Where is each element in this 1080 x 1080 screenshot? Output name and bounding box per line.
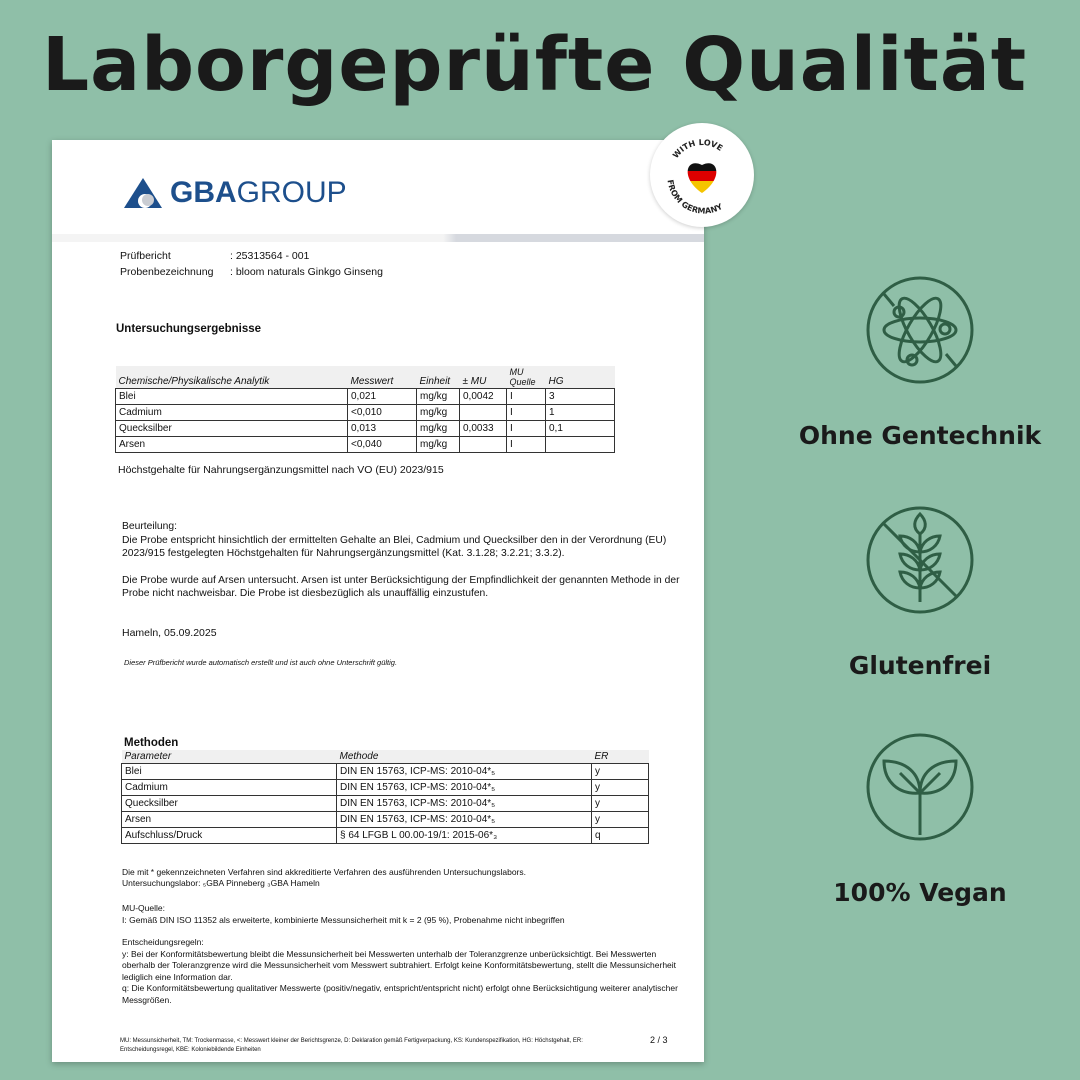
mu-cell: [460, 405, 507, 421]
method-cell: DIN EN 15763, ICP-MS: 2010-04*₅: [337, 796, 592, 812]
page-title: Laborgeprüfte Qualität: [42, 22, 1028, 108]
decision-rule-cell: y: [592, 764, 649, 780]
svg-text:WITH LOVE: WITH LOVE: [671, 137, 725, 161]
max-level-cell: 3: [546, 389, 615, 405]
table-row: [122, 780, 649, 796]
unit-cell: mg/kg: [417, 389, 460, 405]
table-row: [116, 405, 615, 421]
value-cell: <0,040: [348, 437, 417, 453]
parameter-cell: Arsen: [122, 812, 337, 828]
decision-rule-cell: y: [592, 796, 649, 812]
mu-source-cell: I: [507, 421, 546, 437]
unit-cell: mg/kg: [417, 421, 460, 437]
analyte-cell: Blei: [116, 389, 348, 405]
analyte-cell: Arsen: [116, 437, 348, 453]
max-level-cell: [546, 437, 615, 453]
decision-rule-cell: y: [592, 812, 649, 828]
page-number: 2 / 3: [650, 1035, 668, 1045]
value-cell: 0,013: [348, 421, 417, 437]
method-cell: § 64 LFGB L 00.00-19/1: 2015-06*₃: [337, 828, 592, 844]
assessment: Beurteilung: Die Probe entspricht hinsichtlich der ermittelten Gehalte an Blei, Cadmium und Quecksilber den in der Verordnung (EU) 2023/915 festgelegten Höchstgehalten für Nahrungsergänzungsmittel (Kat. 3.1.28; 3.2.21; 3.3.2). Die Probe wurde auf Arsen untersucht. Arsen ist unter Berücksichtigung der Empfindlichkeit der genannten Methode in der Probe nicht nachweisbar. Die Probe ist diesbezüglich als unauffällig einzustufen.: [122, 521, 680, 599]
header-band: [52, 234, 704, 242]
mu-source-cell: I: [507, 437, 546, 453]
results-note: Höchstgehalte für Nahrungsergänzungsmittel nach VO (EU) 2023/915: [118, 464, 444, 476]
auto-note: Dieser Prüfbericht wurde automatisch erstellt und ist auch ohne Unterschrift gültig.: [124, 658, 398, 667]
no-wheat-icon: [864, 504, 976, 616]
unit-cell: mg/kg: [417, 405, 460, 421]
mu-cell: 0,0042: [460, 389, 507, 405]
method-cell: DIN EN 15763, ICP-MS: 2010-04*₅: [337, 764, 592, 780]
mu-cell: 0,0033: [460, 421, 507, 437]
method-cell: DIN EN 15763, ICP-MS: 2010-04*₅: [337, 812, 592, 828]
parameter-cell: Aufschluss/Druck: [122, 828, 337, 844]
table-row: [122, 828, 649, 844]
legend-notes: MU-Quelle: I: Gemäß DIN ISO 11352 als erweiterte, kombinierte Messunsicherheit mit k = 2 (95 %), Probenahme nicht inbegriffen Entscheidungsregeln: y: Bei der Konformitätsbewertung bleibt die Messunsicherheit bei Messwerten unterhalb der Toleranzgrenze unberücksichtigt. Bei Messwerten oberhalb der Toleranzgrenze wird die Messunsicherheit vom Messwert subtrahiert. Erfolgt keine Konformitätsbewertung, stellt die Messunsicherheit lediglich eine Information dar. q: Die Konformitätsbewertung qualitativer Messwerte (positiv/negativ, entspricht/entspricht nicht) erfolgt ohne Berücksichtigung weiterer analytischer Messgrößen.: [122, 903, 678, 1005]
feature-vegan: 100% Vegan: [790, 731, 1050, 907]
mu-source-cell: I: [507, 405, 546, 421]
table-row: [116, 421, 615, 437]
table-row: [122, 764, 649, 780]
table-row: [116, 437, 615, 453]
feature-no-gmo: Ohne Gentechnik: [790, 274, 1050, 450]
results-table: Chemische/Physikalische Analytik Messwert Einheit ± MU MU Quelle HG Blei 0,021 mg/kg 0,0042 I 3 Cadmium <0,010 mg/kg I 1 Quecksilber 0,013 mg/kg 0,0033 I 0,1 Arsen <0,040 mg/kg I: [115, 366, 615, 453]
lab-report: [52, 140, 704, 1062]
parameter-cell: Cadmium: [122, 780, 337, 796]
footer-abbreviations: MU: Messunsicherheit, TM: Trockenmasse, <: Messwert kleiner der Berichtsgrenze, D: Deklaration gemäß Fertigverpackung, KS: Kundenspezifikation, HG: Höchstgehalt, ER: Entscheidungsregel, KBE: Koloniebildende Einheiten: [120, 1038, 583, 1053]
no-gmo-atom-icon: [864, 274, 976, 386]
max-level-cell: 0,1: [546, 421, 615, 437]
place-date: Hameln, 05.09.2025: [122, 627, 217, 639]
unit-cell: mg/kg: [417, 437, 460, 453]
methods-table: Parameter Methode ER Blei DIN EN 15763, ICP-MS: 2010-04*₅ y Cadmium DIN EN 15763, ICP-MS: 2010-04*₅ y Quecksilber DIN EN 15763, ICP-MS: 2010-04*₅ y Arsen DIN EN 15763, ICP-MS: 2010-04*₅ y Aufschluss/Druck § 64 LFGB L 00.00-19/1: 2015-06*₃ q: [121, 750, 649, 844]
vegan-leaf-icon: [864, 731, 976, 843]
german-flag-heart-icon: [680, 159, 724, 195]
parameter-cell: Quecksilber: [122, 796, 337, 812]
feature-gluten-free: Glutenfrei: [790, 504, 1050, 680]
table-row: [122, 812, 649, 828]
accreditation-note: Die mit * gekennzeichneten Verfahren sind akkreditierte Verfahren des ausführenden Untersuchungslabors. Untersuchungslabor: ₅GBA Pinneberg ₃GBA Hameln: [122, 867, 526, 888]
value-cell: 0,021: [348, 389, 417, 405]
report-meta: Prüfbericht : 25313564 - 001 Probenbezeichnung : bloom naturals Ginkgo Ginseng: [120, 250, 383, 278]
gba-logo-icon: [122, 176, 164, 210]
table-row: [122, 796, 649, 812]
mu-source-cell: I: [507, 389, 546, 405]
method-cell: DIN EN 15763, ICP-MS: 2010-04*₅: [337, 780, 592, 796]
analyte-cell: Cadmium: [116, 405, 348, 421]
value-cell: <0,010: [348, 405, 417, 421]
results-heading: Untersuchungsergebnisse: [116, 323, 262, 335]
gba-logo: GBA GROUP: [122, 176, 347, 210]
analyte-cell: Quecksilber: [116, 421, 348, 437]
table-row: [116, 389, 615, 405]
parameter-cell: Blei: [122, 764, 337, 780]
decision-rule-cell: y: [592, 780, 649, 796]
max-level-cell: 1: [546, 405, 615, 421]
made-in-germany-badge: [650, 123, 754, 227]
methods-heading: Methoden: [124, 737, 179, 749]
mu-cell: [460, 437, 507, 453]
svg-text:FROM GERMANY: FROM GERMANY: [665, 179, 724, 216]
decision-rule-cell: q: [592, 828, 649, 844]
